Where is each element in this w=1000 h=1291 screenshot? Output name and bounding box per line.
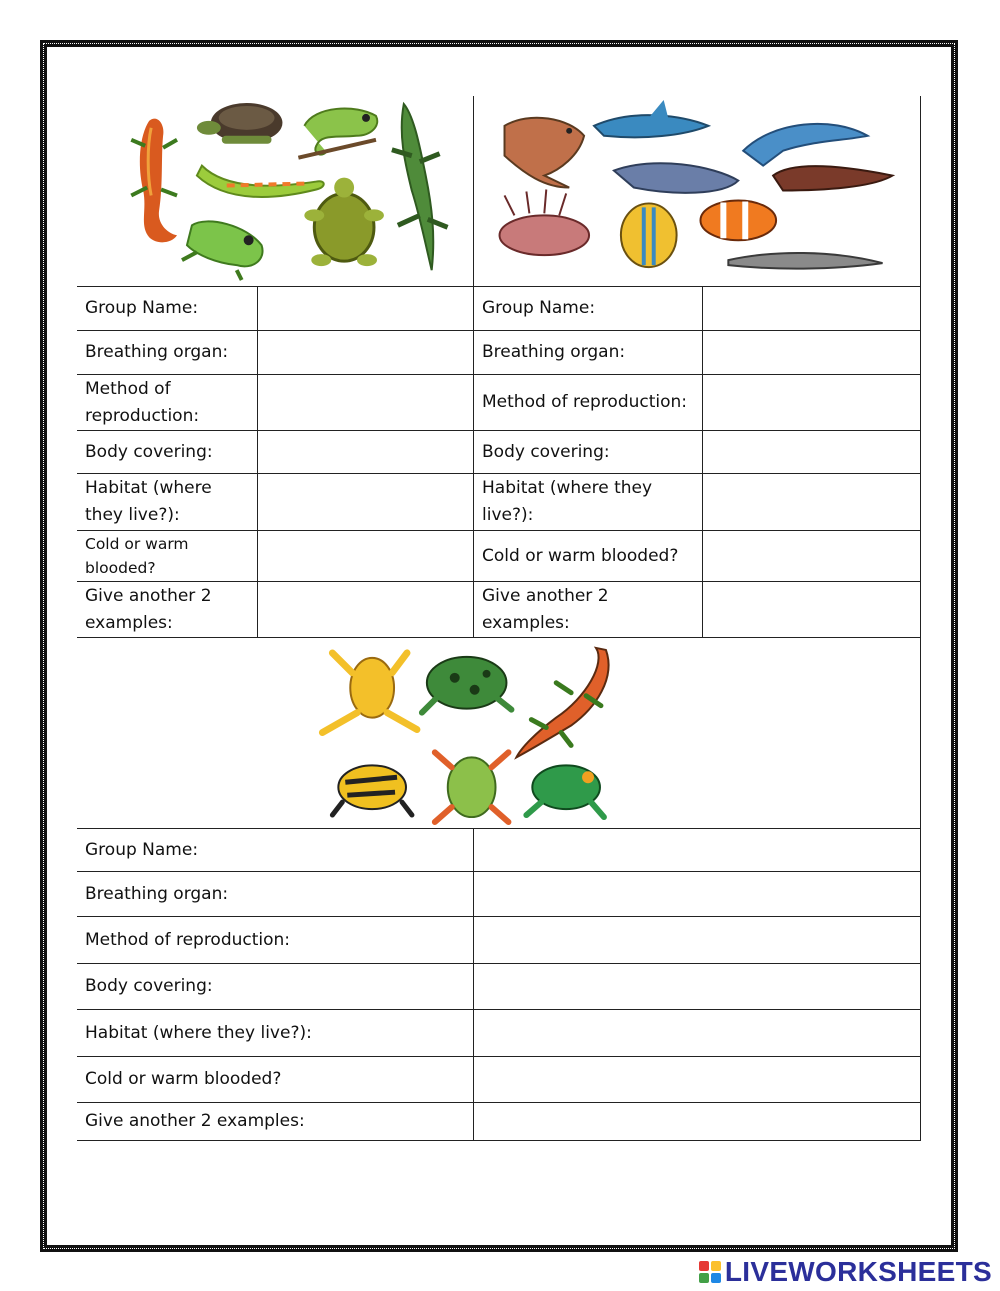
reptiles-picture <box>77 96 474 287</box>
bottom-body-label: Body covering: <box>77 964 474 1010</box>
bottom-reproduction-label: Method of reproduction: <box>77 917 474 964</box>
left-body-input[interactable] <box>258 431 474 474</box>
sawfish-image <box>728 253 882 269</box>
spotted-toad-image <box>422 657 512 713</box>
right-habitat-input[interactable] <box>703 474 921 531</box>
crocodile-image <box>392 104 448 270</box>
amphibians-illustration <box>77 638 920 828</box>
reptiles-illustration <box>77 96 473 286</box>
fish-picture <box>474 96 921 287</box>
tree-frog-top-image <box>435 752 509 822</box>
bottom-breathing-label: Breathing organ: <box>77 872 474 917</box>
green-lizard-image <box>182 221 263 280</box>
bottom-breathing-input[interactable] <box>474 872 921 917</box>
left-breathing-input[interactable] <box>258 331 474 375</box>
bottom-habitat-label: Habitat (where they live?): <box>77 1010 474 1057</box>
right-group-name-input[interactable] <box>703 287 921 331</box>
left-blood-label: Cold or warm blooded? <box>77 531 258 582</box>
right-blood-input[interactable] <box>703 531 921 582</box>
right-breathing-label: Breathing organ: <box>474 331 703 375</box>
left-reproduction-label: Method of reproduction: <box>77 375 258 431</box>
left-breathing-label: Breathing organ: <box>77 331 258 375</box>
butterflyfish-image <box>621 203 677 267</box>
fish-illustration <box>474 96 920 286</box>
right-blood-label: Cold or warm blooded? <box>474 531 703 582</box>
right-body-label: Body covering: <box>474 431 703 474</box>
amphibians-picture <box>77 638 921 829</box>
bottom-examples-label: Give another 2 examples: <box>77 1103 474 1141</box>
turtle-image <box>304 178 384 267</box>
left-examples-label: Give another 2 examples: <box>77 582 258 638</box>
clownfish-image <box>700 200 776 240</box>
liveworksheets-brand[interactable] <box>699 1256 992 1288</box>
tortoise-image <box>197 103 283 144</box>
liveworksheets-logo-icon <box>699 1261 721 1283</box>
chameleon-image <box>298 109 377 158</box>
left-group-name-label: Group Name: <box>77 287 258 331</box>
yellow-frog-image <box>322 653 417 733</box>
right-group-name-label: Group Name: <box>474 287 703 331</box>
dolphin-image <box>743 124 867 166</box>
right-breathing-input[interactable] <box>703 331 921 375</box>
bottom-reproduction-input[interactable] <box>474 917 921 964</box>
salamander-image <box>131 119 177 243</box>
left-reproduction-input[interactable] <box>258 375 474 431</box>
seal-image <box>773 166 892 190</box>
left-blood-input[interactable] <box>258 531 474 582</box>
trout-image <box>505 118 585 188</box>
lionfish-image <box>500 190 590 256</box>
lizard-image <box>197 166 324 197</box>
right-examples-label: Give another 2 examples: <box>474 582 703 638</box>
bottom-group-name-label: Group Name: <box>77 829 474 872</box>
left-group-name-input[interactable] <box>258 287 474 331</box>
right-examples-input[interactable] <box>703 582 921 638</box>
bottom-blood-input[interactable] <box>474 1057 921 1103</box>
poison-frog-image <box>332 765 412 815</box>
left-examples-input[interactable] <box>258 582 474 638</box>
bottom-examples-input[interactable] <box>474 1103 921 1141</box>
shark-image <box>594 100 708 137</box>
right-body-input[interactable] <box>703 431 921 474</box>
right-reproduction-input[interactable] <box>703 375 921 431</box>
green-tree-frog-image <box>526 765 604 817</box>
bottom-body-input[interactable] <box>474 964 921 1010</box>
bottom-group-name-input[interactable] <box>474 829 921 872</box>
whale-image <box>614 163 738 193</box>
brand-name: LIVEWORKSHEETS <box>724 1256 992 1287</box>
left-body-label: Body covering: <box>77 431 258 474</box>
bottom-habitat-input[interactable] <box>474 1010 921 1057</box>
right-habitat-label: Habitat (where they live?): <box>474 474 703 531</box>
newt-image <box>516 648 608 757</box>
left-habitat-label: Habitat (where they live?): <box>77 474 258 531</box>
bottom-blood-label: Cold or warm blooded? <box>77 1057 474 1103</box>
left-habitat-input[interactable] <box>258 474 474 531</box>
right-reproduction-label: Method of reproduction: <box>474 375 703 431</box>
